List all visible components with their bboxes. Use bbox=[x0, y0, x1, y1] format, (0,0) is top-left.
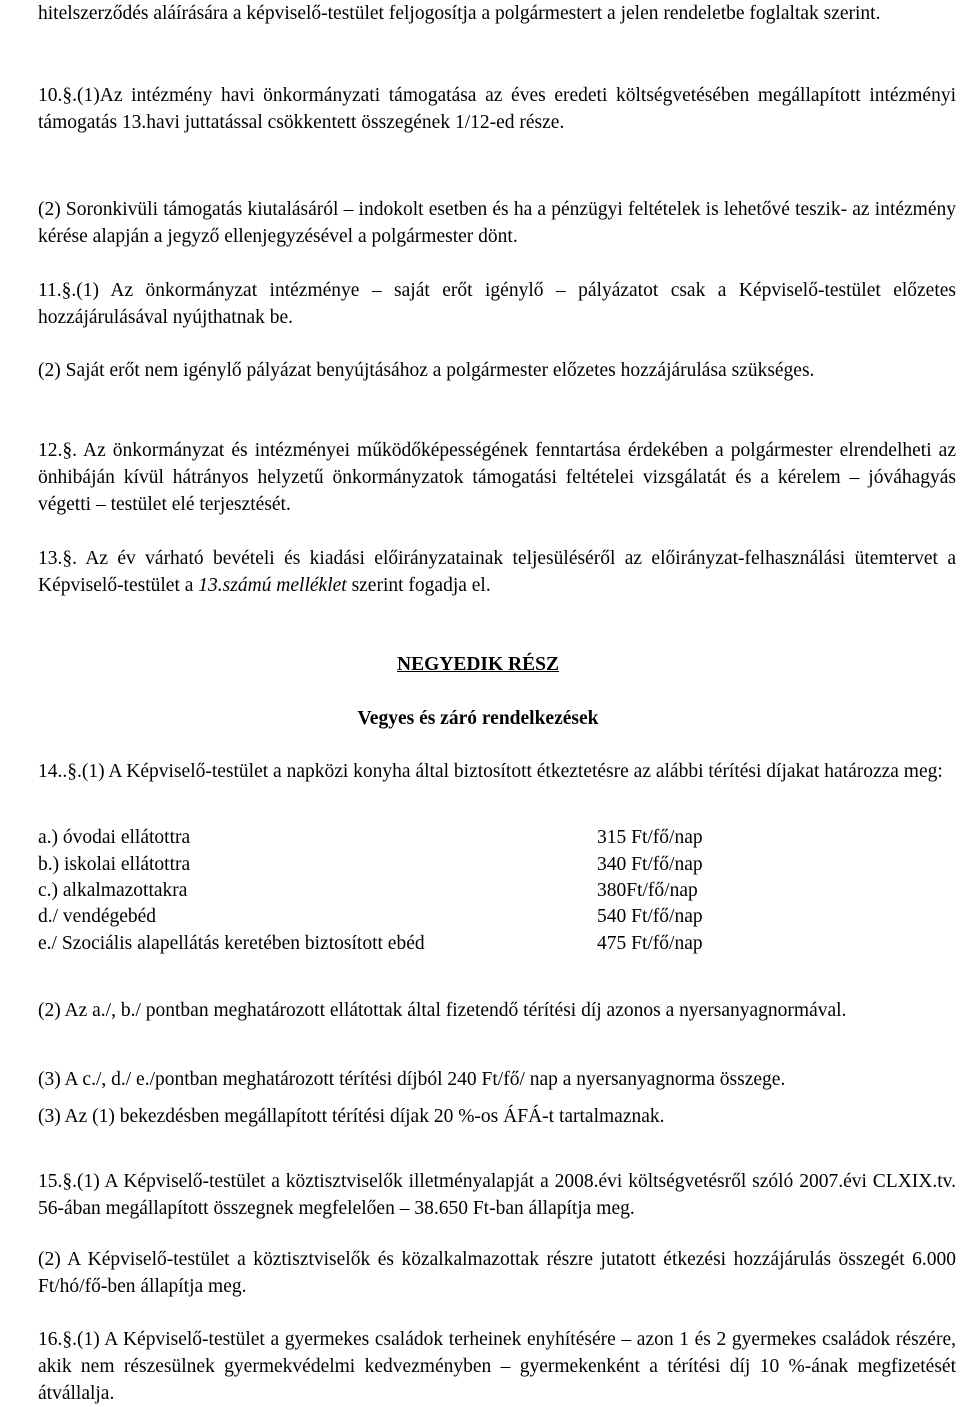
fee-row bbox=[38, 851, 956, 878]
fee-row bbox=[38, 930, 956, 957]
fee-price: 315 Ft/fő/nap bbox=[597, 827, 703, 848]
paragraph-11-1: 11.§.(1) Az önkormányzat intézménye – saját erőt igénylő – pályázatot csak a Képviselő-testület előzetes hozzájárulásával nyújthatnak be. bbox=[38, 280, 956, 328]
paragraph-13 bbox=[38, 545, 956, 599]
paragraph-11-2: (2) Saját erőt nem igénylő pályázat benyújtásához a polgármester előzetes hozzájárulása szükséges. bbox=[38, 360, 815, 381]
paragraph-14-3: (3) A c./, d./ e./pontban meghatározott térítési díjból 240 Ft/fő/ nap a nyersanyagnorma összege. bbox=[38, 1069, 786, 1090]
part-heading: NEGYEDIK RÉSZ bbox=[397, 654, 559, 675]
fee-price: 380Ft/fő/nap bbox=[597, 880, 698, 901]
fee-label: d./ vendégebéd bbox=[38, 906, 157, 927]
paragraph-continuation: hitelszerződés aláírására a képviselő-testület feljogosítja a polgármestert a jelen rendeletbe foglaltak szerint. bbox=[38, 3, 881, 24]
fee-price: 340 Ft/fő/nap bbox=[597, 854, 703, 875]
fee-label: c.) alkalmazottakra bbox=[38, 880, 188, 901]
paragraph-10-2: (2) Soronkivüli támogatás kiutalásáról – indokolt esetben és ha a pénzügyi feltételek is lehetővé teszik- az intézmény kérése alapján a jegyző ellenjegyzésével a polgármester dönt. bbox=[38, 199, 956, 247]
fee-label: e./ Szociális alapellátás keretében biztosított ebéd bbox=[38, 933, 425, 954]
paragraph-13-annex-ref: 13.számú melléklet bbox=[198, 575, 347, 596]
paragraph-16-1: 16.§.(1) A Képviselő-testület a gyermekes családok terheinek enyhítésére – azon 1 és 2 gyermekes családok részére, akik nem részesülnek gyermekvédelmi kedvezményben – gyermekenként a térítési díj 10 %-ának megfizetését átvállalja. bbox=[38, 1329, 956, 1404]
section-heading: Vegyes és záró rendelkezések bbox=[357, 708, 599, 729]
paragraph-15-1: 15.§.(1) A Képviselő-testület a köztisztviselők illetményalapját a 2008.évi költségvetésről szóló 2007.évi CLXIX.tv. 56-ában megállapított összegnek megfelelően – 38.650 Ft-ban állapítja meg. bbox=[38, 1171, 956, 1219]
fee-row bbox=[38, 903, 956, 930]
fee-row bbox=[38, 877, 956, 904]
paragraph-13-text-end: szerint fogadja el. bbox=[346, 575, 491, 596]
fee-price: 540 Ft/fő/nap bbox=[597, 906, 703, 927]
paragraph-15-2: (2) A Képviselő-testület a köztisztviselők és közalkalmazottak részre jutatott étkezési hozzájárulás összegét 6.000 Ft/hó/fő-ben állapítja meg. bbox=[38, 1249, 956, 1297]
fee-label: b.) iskolai ellátottra bbox=[38, 854, 191, 875]
paragraph-13-text: 13.§. Az év várható bevételi és kiadási előirányzatainak teljesüléséről az előirányzat-felhasználási ütemtervet a Képviselő-testület a bbox=[38, 548, 956, 596]
paragraph-14-2: (2) Az a./, b./ pontban meghatározott ellátottak által fizetendő térítési díj azonos a nyersanyagnormával. bbox=[38, 1000, 847, 1021]
paragraph-14-3b: (3) Az (1) bekezdésben megállapított térítési díjak 20 %-os ÁFÁ-t tartalmaznak. bbox=[38, 1106, 665, 1127]
paragraph-12: 12.§. Az önkormányzat és intézményei működőképességének fenntartása érdekében a polgármester elrendelheti az önhibáján kívül hátrányos helyzetű önkormányzatok támogatási feltételei vizsgálatát és a kérelem – jóváhagyás végetti – testület elé terjesztését. bbox=[38, 440, 956, 515]
fee-row bbox=[38, 824, 956, 851]
fee-price: 475 Ft/fő/nap bbox=[597, 933, 703, 954]
paragraph-10-1: 10.§.(1)Az intézmény havi önkormányzati támogatása az éves eredeti költségvetésében megállapított intézményi támogatás 13.havi juttatással csökkentett összegének 1/12-ed része. bbox=[38, 85, 956, 133]
paragraph-14-1: 14..§.(1) A Képviselő-testület a napközi konyha által biztosított étkeztetésre az alábbi térítési díjakat határozza meg: bbox=[38, 761, 943, 782]
fee-label: a.) óvodai ellátottra bbox=[38, 827, 191, 848]
